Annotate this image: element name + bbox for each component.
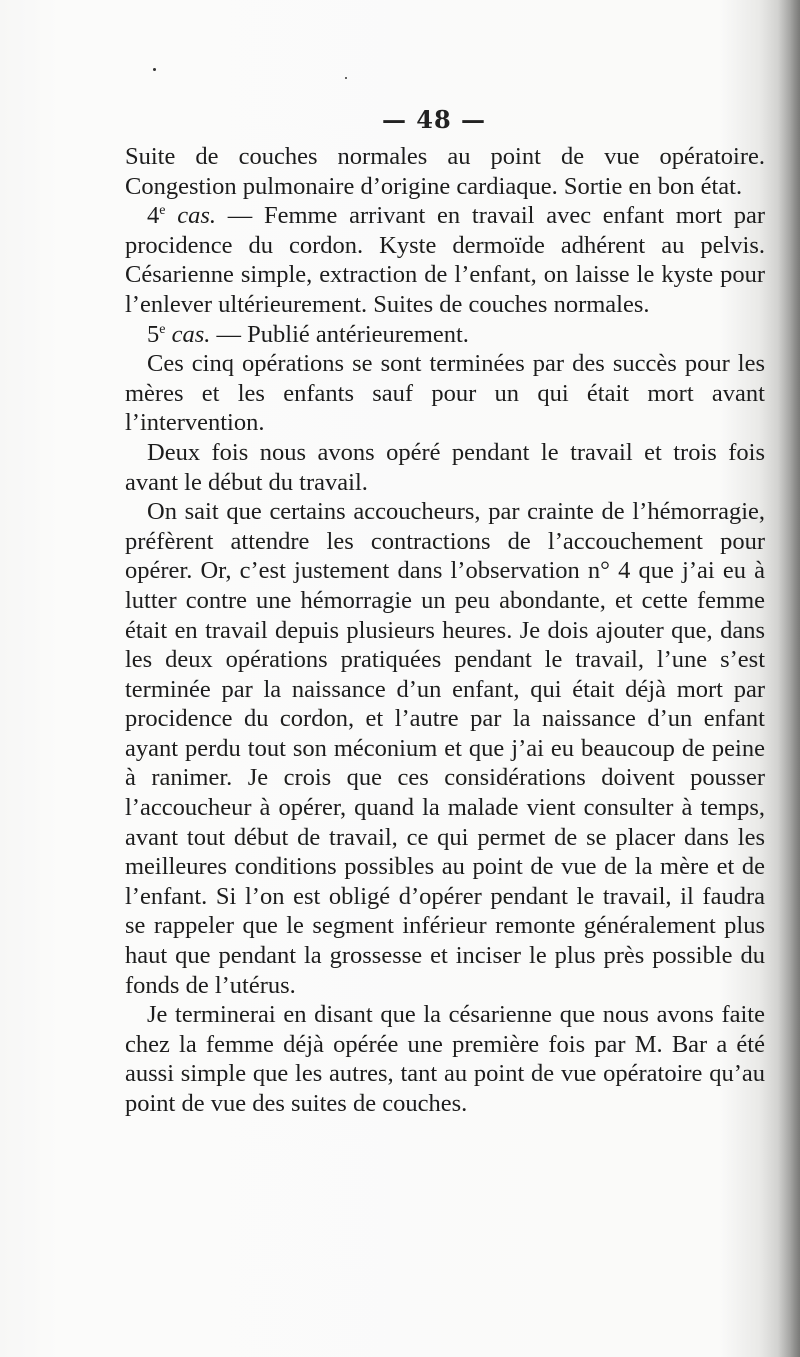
page-number: — 48 — <box>381 105 487 134</box>
paragraph-text: — Femme arrivant en travail avec enfant mort par procidence du cordon. Kyste dermoïde adhérent au pelvis. Césarienne simple, extraction de l’enfant, on laisse le kyste pour l’enlever ultérieurement. Suites de couches normales. <box>125 202 766 318</box>
paragraph-text: On sait que certains accoucheurs, par crainte de l’hémorragie, préfèrent attendre les contractions de l’accouchement pour opérer. Or, c’est justement dans l’observation n° 4 que j’ai eu à lutter contre une hémorragie un peu abondante, et cette femme était en travail depuis plusieurs heures. Je dois ajouter que, dans les deux opérations pratiquées pendant le travail, l’une s’est terminée par la naissance d’un enfant, qui était déjà mort par procidence du cordon, et l’autre par la naissance d’un enfant ayant perdu tout son méconium et que j’ai eu beaucoup de peine à ranimer. Je crois que ces considérations doivent pousser l’accoucheur à opérer, quand la malade vient consulter à temps, avant tout début de travail, ce qui permet de se placer dans les meilleures conditions possibles au point de vue de la mère et de l’enfant. Si l’on est obligé d’opérer pendant le travail, il faudra se rappeler que le segment inférieur remonte généralement plus haut que pendant la grossesse et inciser le plus près possible du fonds de l’utérus. <box>125 498 765 999</box>
case-label: cas. <box>177 202 216 230</box>
paragraph-case-5 <box>125 320 765 350</box>
ink-speck <box>345 77 347 79</box>
paragraph-text: Deux fois nous avons opéré pendant le travail et trois fois avant le début du travail. <box>125 438 765 496</box>
paragraph-text: Je terminerai en disant que la césarienne que nous avons faite chez la femme déjà opérée une première fois par M. Bar a été aussi simple que les autres, tant au point de vue opératoire qu’au point de vue des suites de couches. <box>125 1001 765 1117</box>
page-edge-shadow <box>778 0 800 1357</box>
body-text <box>125 142 765 1119</box>
paragraph-5 <box>125 438 765 497</box>
case-number: 4 <box>147 202 160 230</box>
case-number: 5 <box>147 320 160 348</box>
paragraph-case-4 <box>125 201 765 319</box>
case-label: cas. <box>171 320 211 348</box>
paragraph-7 <box>125 1000 765 1118</box>
case-ordinal-suffix: e <box>159 203 166 219</box>
case-ordinal-suffix: e <box>159 321 166 337</box>
paragraph-1 <box>125 142 765 201</box>
paragraph-6 <box>125 497 765 1000</box>
paragraph-4 <box>125 349 765 438</box>
paragraph-text: Suite de couches normales au point de vue opératoire. Congestion pulmonaire d’origine cardiaque. Sortie en bon état. <box>125 143 765 200</box>
paragraph-text: Ces cinq opérations se sont terminées par des succès pour les mères et les enfants sauf pour un qui était mort avant l’intervention. <box>125 350 765 437</box>
ink-speck <box>153 68 156 71</box>
paragraph-text: — Publié antérieurement. <box>210 320 469 348</box>
